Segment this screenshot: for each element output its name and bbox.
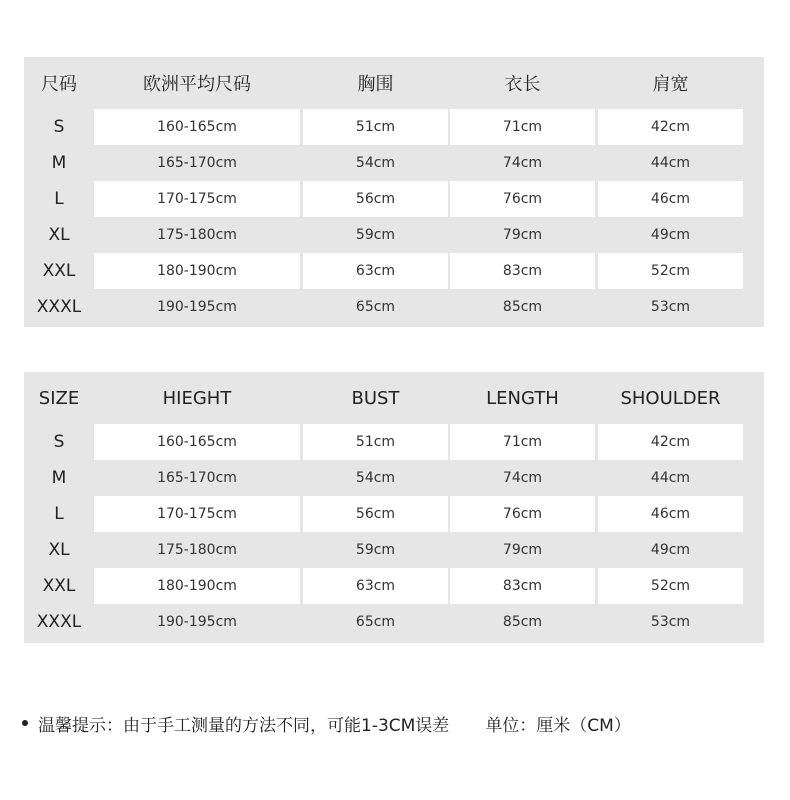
cell-shoulder: 53cm [650, 299, 691, 315]
header-length: LENGTH [486, 387, 559, 409]
size-table-chinese [24, 57, 764, 327]
table-header [24, 57, 764, 109]
header-height: 欧洲平均尺码 [143, 74, 251, 95]
cell-shoulder: 46cm [598, 496, 743, 532]
cell-bust: 56cm [303, 181, 448, 217]
note-unit: 单位：厘米（CM） [485, 715, 631, 736]
table-header [24, 372, 764, 424]
cell-length: 71cm [450, 109, 595, 145]
header-shoulder: SHOULDER [620, 387, 721, 409]
cell-height: 180-190cm [94, 253, 300, 289]
table-row [24, 496, 764, 532]
table-row [24, 532, 764, 568]
header-bust: BUST [351, 387, 400, 409]
cell-height: 180-190cm [94, 568, 300, 604]
table-row [24, 253, 764, 289]
measurement-note [22, 708, 631, 738]
header-length: 衣长 [504, 74, 541, 95]
header-shoulder: 肩宽 [652, 74, 689, 95]
table-row [24, 460, 764, 496]
cell-length: 74cm [502, 155, 543, 171]
table-row [24, 181, 764, 217]
cell-shoulder: 44cm [650, 155, 691, 171]
cell-height: 160-165cm [94, 109, 300, 145]
cell-bust: 54cm [355, 470, 396, 486]
row-size: M [51, 153, 67, 173]
table-row [24, 145, 764, 181]
row-size: M [51, 468, 67, 488]
cell-height: 170-175cm [94, 496, 300, 532]
cell-shoulder: 49cm [650, 542, 691, 558]
cell-height: 165-170cm [157, 155, 237, 171]
cell-shoulder: 53cm [650, 614, 691, 630]
cell-length: 85cm [502, 614, 543, 630]
cell-length: 83cm [450, 253, 595, 289]
cell-bust: 59cm [355, 227, 396, 243]
bullet-icon [22, 720, 28, 726]
cell-bust: 63cm [303, 568, 448, 604]
row-size: S [53, 432, 65, 452]
cell-length: 71cm [450, 424, 595, 460]
cell-height: 190-195cm [157, 299, 237, 315]
cell-height: 175-180cm [157, 227, 237, 243]
row-size: XL [48, 540, 70, 560]
cell-bust: 59cm [355, 542, 396, 558]
cell-length: 76cm [450, 181, 595, 217]
cell-bust: 51cm [303, 424, 448, 460]
cell-bust: 63cm [303, 253, 448, 289]
header-size: SIZE [38, 387, 80, 409]
cell-bust: 65cm [355, 614, 396, 630]
header-height: HIEGHT [162, 387, 232, 409]
row-size: XL [48, 225, 70, 245]
table-row [24, 604, 764, 640]
table-row [24, 424, 764, 460]
cell-length: 76cm [450, 496, 595, 532]
cell-shoulder: 49cm [650, 227, 691, 243]
cell-shoulder: 52cm [598, 568, 743, 604]
note-tip: 温馨提示：由于手工测量的方法不同，可能1-3CM误差 [38, 715, 450, 736]
cell-bust: 51cm [303, 109, 448, 145]
cell-bust: 54cm [355, 155, 396, 171]
cell-length: 79cm [502, 227, 543, 243]
row-size: XXL [42, 261, 76, 281]
cell-bust: 56cm [303, 496, 448, 532]
cell-bust: 65cm [355, 299, 396, 315]
table-row [24, 289, 764, 325]
cell-shoulder: 42cm [598, 109, 743, 145]
size-table-english [24, 372, 764, 643]
cell-length: 74cm [502, 470, 543, 486]
cell-height: 190-195cm [157, 614, 237, 630]
cell-height: 170-175cm [94, 181, 300, 217]
cell-shoulder: 46cm [598, 181, 743, 217]
row-size: S [53, 117, 65, 137]
row-size: L [54, 189, 64, 209]
row-size: XXXL [36, 297, 82, 317]
cell-height: 175-180cm [157, 542, 237, 558]
cell-length: 83cm [450, 568, 595, 604]
table-row [24, 109, 764, 145]
table-row [24, 568, 764, 604]
cell-shoulder: 52cm [598, 253, 743, 289]
cell-height: 165-170cm [157, 470, 237, 486]
row-size: XXXL [36, 612, 82, 632]
cell-shoulder: 42cm [598, 424, 743, 460]
row-size: L [54, 504, 64, 524]
cell-shoulder: 44cm [650, 470, 691, 486]
header-bust: 胸围 [357, 74, 394, 95]
table-row [24, 217, 764, 253]
row-size: XXL [42, 576, 76, 596]
header-size: 尺码 [41, 74, 77, 95]
cell-length: 79cm [502, 542, 543, 558]
cell-height: 160-165cm [94, 424, 300, 460]
cell-length: 85cm [502, 299, 543, 315]
